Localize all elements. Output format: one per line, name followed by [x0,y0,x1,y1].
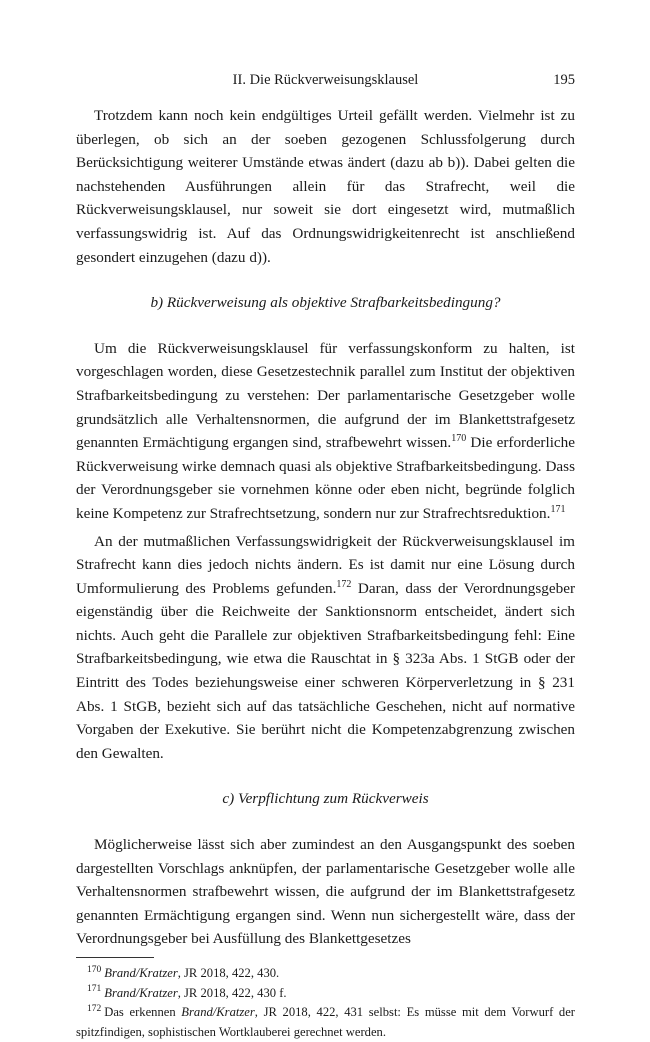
paragraph-2-part-b: Die erforderliche Rückverweisung wirke demnach quasi als objektive Strafbarkeitsbedingung. Dass der Verordnungsgeber sie vornehmen könne oder eben nicht, begründe folglich keine Kompetenz zur Strafrechtsetzung, sondern nur zur Strafrechtsreduktion. [76,434,576,522]
footnote-172 [76,1003,575,1042]
paragraph-4: Möglicherweise lässt sich aber zumindest an den Ausgangspunkt des soeben dargestellten Vorschlags anknüpfen, der parlamentarische Gesetzgeber wolle alle Verhaltensnormen strafbewehrt wissen, die aufgrund der im Blankettstrafgesetz genannten Ermächtigung ergangen sind. Wenn nun sichergestellt wäre, dass der Verordnungsgeber bei Ausfüllung des Blankettgesetzes [76,836,575,948]
footnote-author: Brand/Kratzer [104,985,178,1000]
footnote-text: , JR 2018, 422, 430 f. [177,985,287,1000]
chapter-title: II. Die Rückverweisungsklausel [232,72,419,88]
footnote-author: Brand/Kratzer [104,966,178,980]
paragraph-3-part-b: Daran, dass der Verordnungsgeber eigenständig über die Reichweite der Sanktionsnorm entscheidet, ändert sich nichts. Auch geht die Parallele zur objektiven Strafbarkeitsbedingung fehl: Eine Strafbarkeitsbedingung, wie etwa die Rauschtat in § 323a Abs. 1 StGB oder der Eintritt des Todes beziehungsweise einer schweren Körperverletzung in § 231 Abs. 1 StGB, bezieht sich auf das tatsächliche Geschehen, nicht auf normative Vorgaben der Exekutive. Sie berührt nicht die Kompetenzabgrenzung zwischen den Gewalten. [76,579,575,762]
footnote-divider [76,957,154,958]
footnote-text: , JR 2018, 422, 430. [177,966,280,980]
page-number: 195 [553,72,575,88]
paragraph-3-part-a: An der mutmaßlichen Verfassungswidrigkeit der Rückverweisungsklausel im Strafrecht kann dies jedoch nichts ändern. Es ist damit nur eine Lösung durch Umformulierung des Problems gefunden. [76,532,575,597]
footnote-ref-171: 171 [550,503,566,515]
running-head [76,70,575,90]
paragraph-3 [76,530,575,766]
footnote-author: Brand/Kratzer [181,1005,255,1019]
footnote-lead: Das erkennen [104,1005,182,1019]
paragraph-1: Trotzdem kann noch kein endgültiges Urteil gefällt werden. Vielmehr ist zu überlegen, ob sich an der soeben gezogenen Schlussfolgerung durch Berücksichtigung weiterer Umstände etwas ändert (dazu ab b)). Dabei gelten die nachstehenden Ausführungen allein für das Strafrecht, weil die Rückverweisungsklausel, nur soweit sie dort eingesetzt wird, mutmaßlich verfassungswidrig ist. Auf das Ordnungswidrigkeitenrecht ist anschließend gesondert einzugehen (dazu d)). [76,107,575,266]
paragraph-2 [76,337,575,526]
section-heading-b: b) Rückverweisung als objektive Strafbarkeitsbedingung? [150,294,501,312]
footnote-170 [76,964,575,984]
footnote-ref-172: 172 [336,578,352,590]
footnote-number: 171 [87,984,102,995]
section-heading-c: c) Verpflichtung zum Rückverweis [222,790,429,808]
footnote-number: 172 [87,1003,102,1014]
footnotes [76,964,575,1042]
footnote-number: 170 [87,964,102,975]
footnote-ref-170: 170 [451,433,467,445]
footnote-text: , JR 2018, 422, 431 selbst: Es müsse mit dem Vorwurf der spitzfindigen, sophistischen Wortklauberei gerechnet werden. [76,1005,575,1039]
footnote-171 [76,984,575,1004]
paragraph-2-part-a: Um die Rückverweisungsklausel für verfassungskonform zu halten, ist vorgeschlagen worden, diese Gesetzestechnik parallel zum Institut der objektiven Strafbarkeitsbedingung zu verstehen: Der parlamentarische Gesetzgeber wolle grundsätzlich alle Verhaltensnormen, die aufgrund der im Blankettstrafgesetz genannten Ermächtigung ergangen sind, strafbewehrt wissen. [76,339,575,452]
book-page [76,70,575,1042]
body-text [76,104,575,951]
